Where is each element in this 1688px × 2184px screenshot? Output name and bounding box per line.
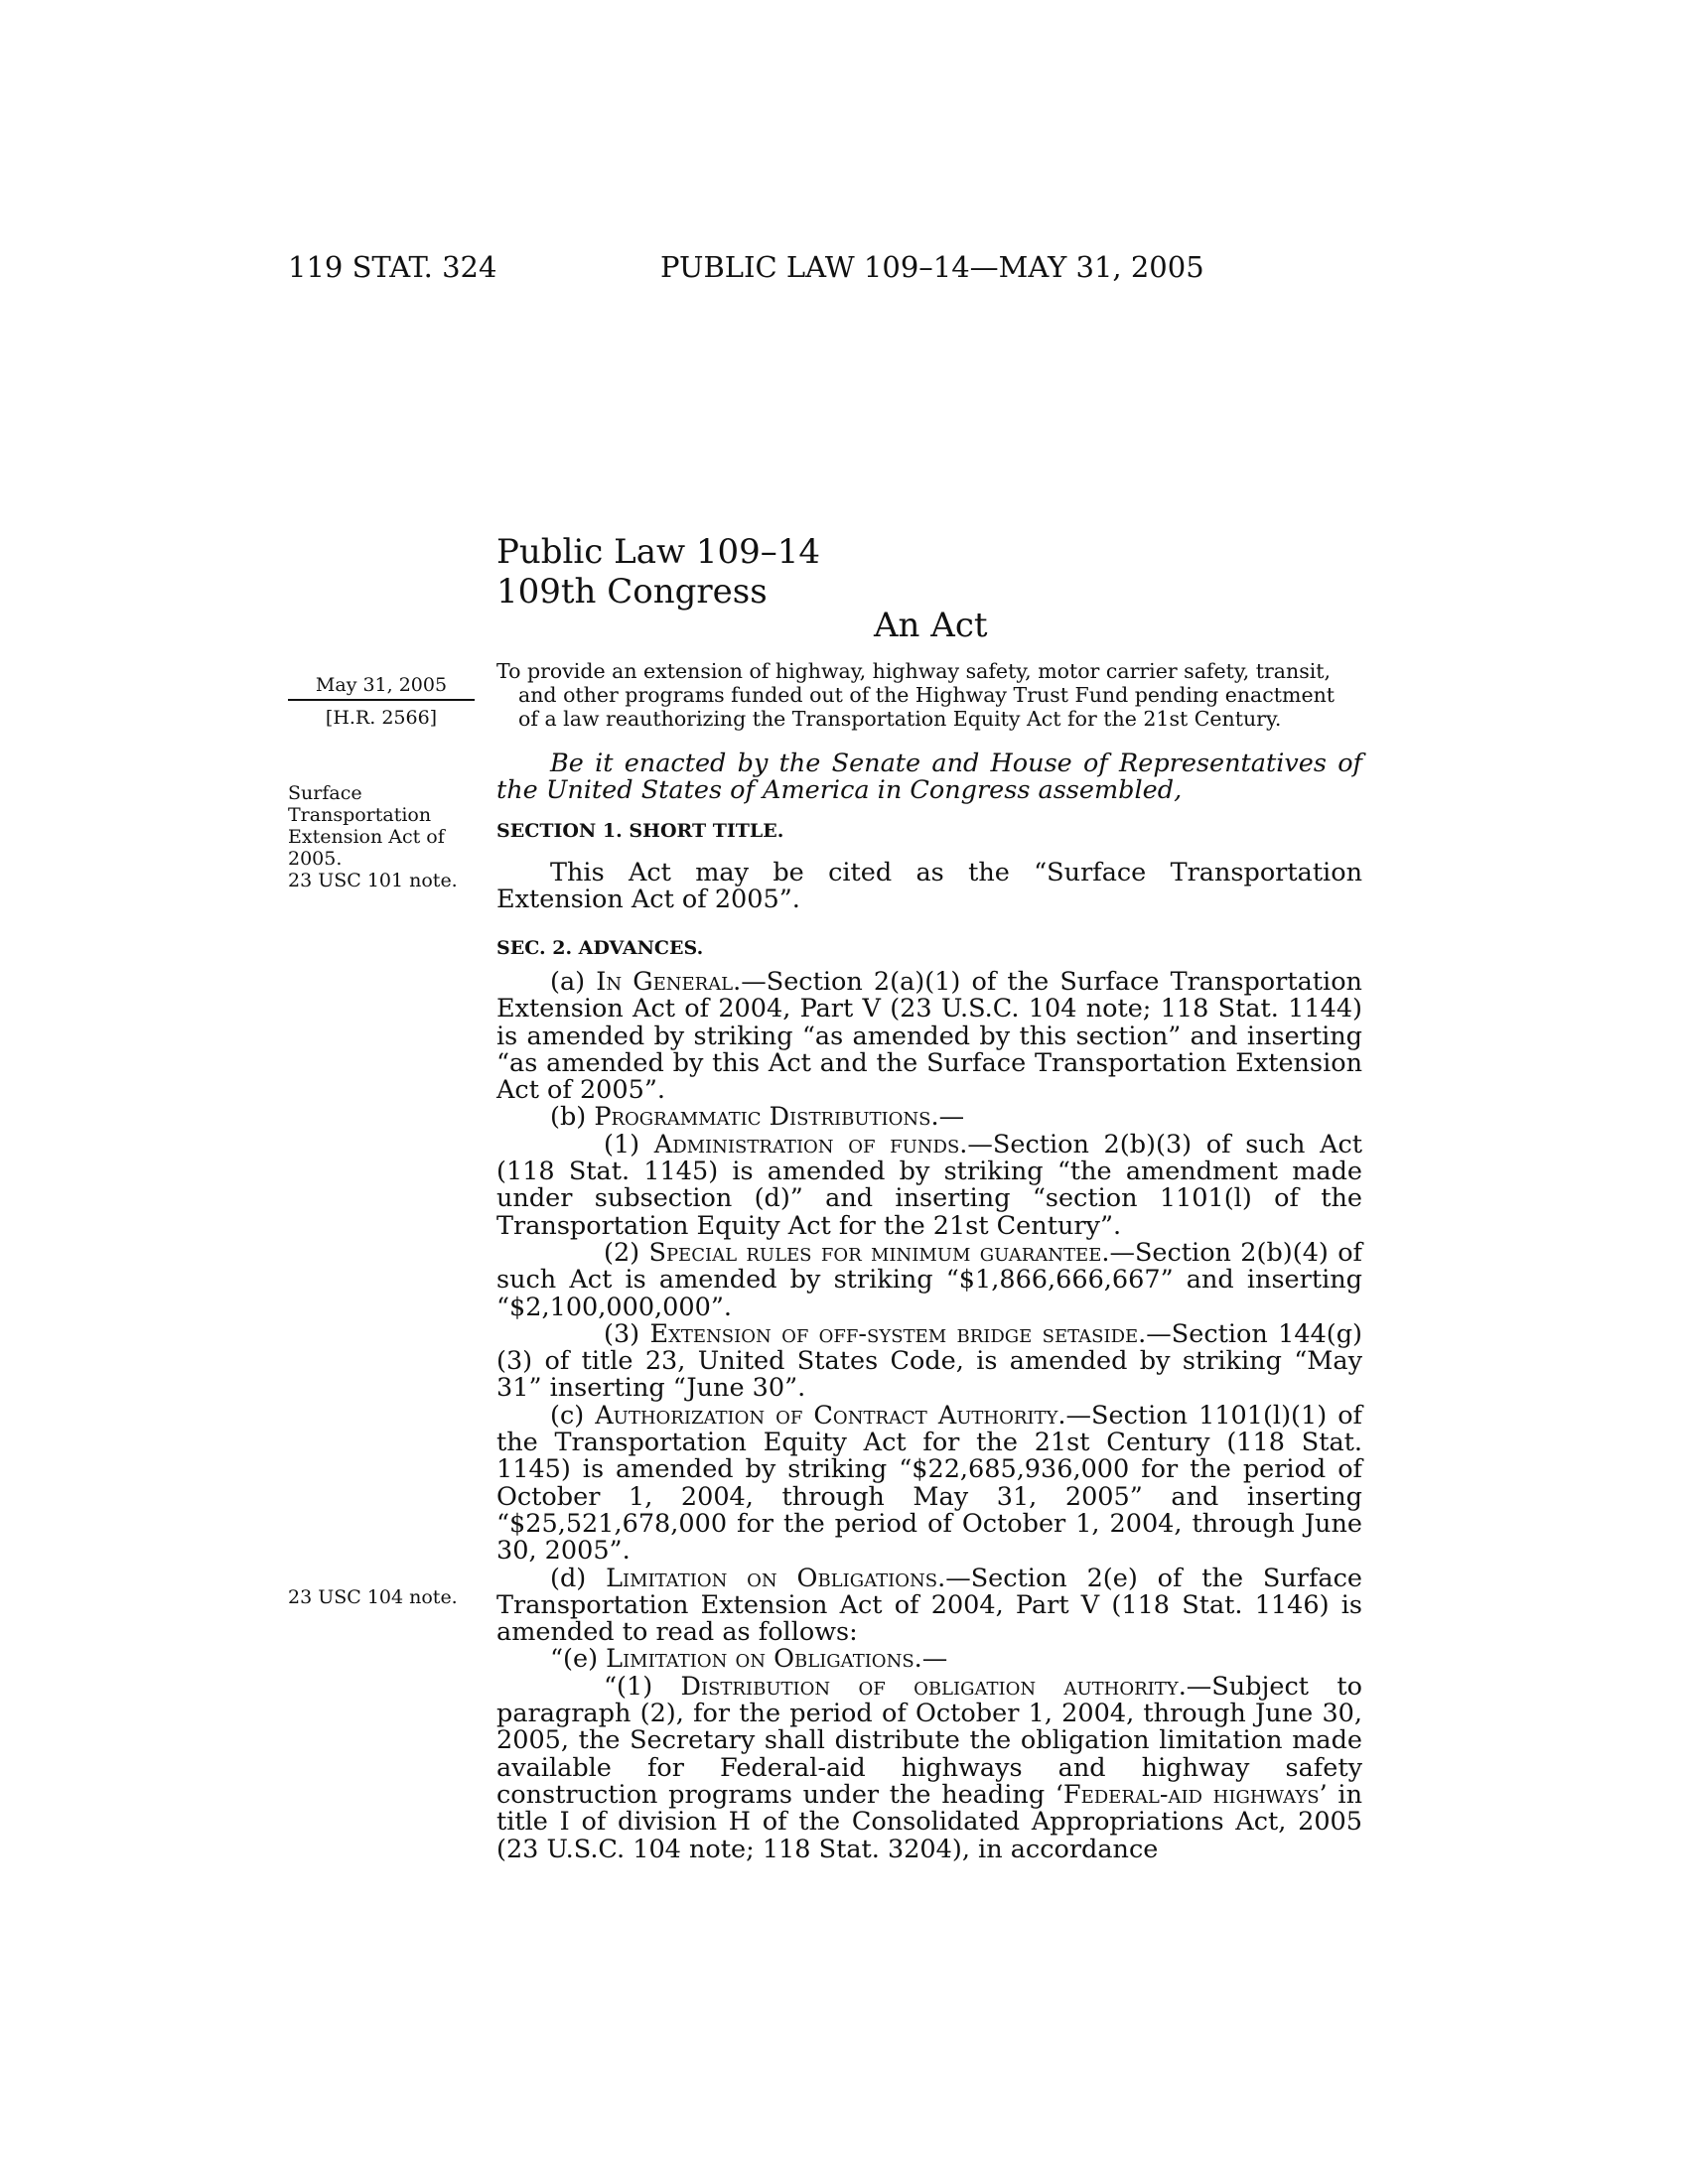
subsection-d-label: (d) [550,1563,607,1593]
enactment-date-note: May 31, 2005 [315,674,448,696]
subsection-c-label: (c) [550,1400,596,1431]
subsection-c [496,1400,1362,1567]
subsection-a [496,969,1362,1104]
subsection-d [496,1563,1362,1648]
quoted-paragraph-e1-label: “(1) [604,1671,681,1702]
paragraph-b1-text: .—Section 2(b)(3) of such Act (118 Stat. 1145) is amended by striking “the amendment made under subsection (d)” and inserting “section 1101(l) of the Transportation Equity Act for the 21st Century”. [496,1129,1363,1241]
paragraph-b3-text: .—Section 144(g)(3) of title 23, United States Code, is amended by striking “May 31” inserting “June 30”. [496,1318,1363,1404]
quoted-subsection-e-caption: Limitation on Obligations [606,1644,914,1675]
subsection-c-caption: Authorization of Contract Authority [595,1400,1058,1431]
paragraph-b1-label: (1) [604,1129,654,1160]
margin-rule [288,699,475,701]
section-1-body [496,860,1362,914]
purpose-line: of a law reauthorizing the Transportation Equity Act for the 21st Century. [518,707,1282,731]
quoted-paragraph-e1 [496,1671,1362,1864]
subsection-b-caption: Programmatic Distributions [594,1102,931,1133]
quoted-paragraph-e1-caption: Distribution of obligation authority [680,1671,1179,1702]
paragraph-b3 [496,1318,1363,1404]
subsection-c-text: .—Section 1101(l)(1) of the Transportation Equity Act for the 21st Century (118 Stat. 1145) is amended by striking “$22,685,936,000 for the period of October 1, 2004, through May 31, 2005” and inserting “$25,521,678,000 for the period of October 1, 2004, through June 30, 2005”. [496,1400,1362,1567]
section-1-text: This Act may be cited as the “Surface Transportation Extension Act of 2005”. [496,858,1362,915]
subsection-a-label: (a) [550,967,597,997]
an-act-heading: An Act [874,606,988,645]
paragraph-b3-label: (3) [604,1318,650,1349]
quoted-paragraph-e1-text-cont: ’ in title I of division H of the Consolidated Appropriations Act, 2005 (23 U.S.C. 104 note; 118 Stat. 3204), in accordance [496,1779,1362,1864]
paragraph-b2 [496,1237,1363,1322]
section-2-heading: SEC. 2. ADVANCES. [496,937,704,959]
quoted-subsection-e-label: “(e) [550,1644,607,1675]
quoted-paragraph-e1-text: .—Subject to paragraph (2), for the period of October 1, 2004, through June 30, 2005, the Secretary shall distribute the obligation limitation made available for Federal-aid highways and highway safety construction programs under the heading ‘ [496,1671,1362,1810]
paragraph-b1 [496,1129,1363,1241]
title-block [496,532,820,612]
subsection-a-caption: In General [596,967,734,997]
usc-margin-note-2: 23 USC 104 note. [288,1586,458,1608]
subsection-b [496,1104,1362,1131]
section-2-body [496,969,1362,1863]
subsection-d-text: .—Section 2(e) of the Surface Transportation Extension Act of 2004, Part V (118 Stat. 1146) is amended to read as follows: [496,1563,1362,1648]
paragraph-b2-text: .—Section 2(b)(4) of such Act is amended by striking “$1,866,666,667” and inserting “$2,100,000,000”. [496,1237,1363,1322]
appropriations-heading: Federal-aid highways [1062,1779,1320,1810]
paragraph-b3-caption: Extension of off-system bridge setaside [649,1318,1139,1349]
enacting-clause-block [496,751,1362,805]
purpose-line: and other programs funded out of the Highway Trust Fund pending enactment [518,683,1336,707]
usc-margin-note-1: 23 USC 101 note. [288,870,458,891]
purpose-clause [496,659,1362,731]
short-title-margin-note: Surface Transportation Extension Act of 2005. [288,782,445,870]
quoted-subsection-e-text: .— [914,1644,948,1675]
subsection-d-caption: Limitation on Obligations [606,1563,938,1593]
subsection-b-text: .— [930,1102,965,1133]
quoted-subsection-e [496,1646,1362,1673]
bill-number-note: [H.R. 2566] [325,707,438,729]
paragraph-b2-caption: Special rules for minimum guarantee [648,1237,1102,1268]
public-law-number: Public Law 109–14 [496,532,821,572]
subsection-b-label: (b) [550,1102,595,1133]
paragraph-b1-caption: Administration of funds [653,1129,960,1160]
page-stat-number: 119 STAT. 324 [288,250,497,284]
paragraph-b2-label: (2) [604,1237,649,1268]
running-head: PUBLIC LAW 109–14—MAY 31, 2005 [660,250,1204,284]
enacting-clause: Be it enacted by the Senate and House of Representatives of the United States of America in Congress assembled, [496,749,1362,806]
section-1-heading: SECTION 1. SHORT TITLE. [496,820,784,842]
congress-number: 109th Congress [496,572,768,612]
purpose-line: To provide an extension of highway, highway safety, motor carrier safety, transit, [496,659,1332,683]
subsection-a-text: .—Section 2(a)(1) of the Surface Transportation Extension Act of 2004, Part V (23 U.S.C. 104 note; 118 Stat. 1144) is amended by striking “as amended by this section” and inserting “as amended by this Act and the Surface Transportation Extension Act of 2005”. [496,967,1362,1106]
